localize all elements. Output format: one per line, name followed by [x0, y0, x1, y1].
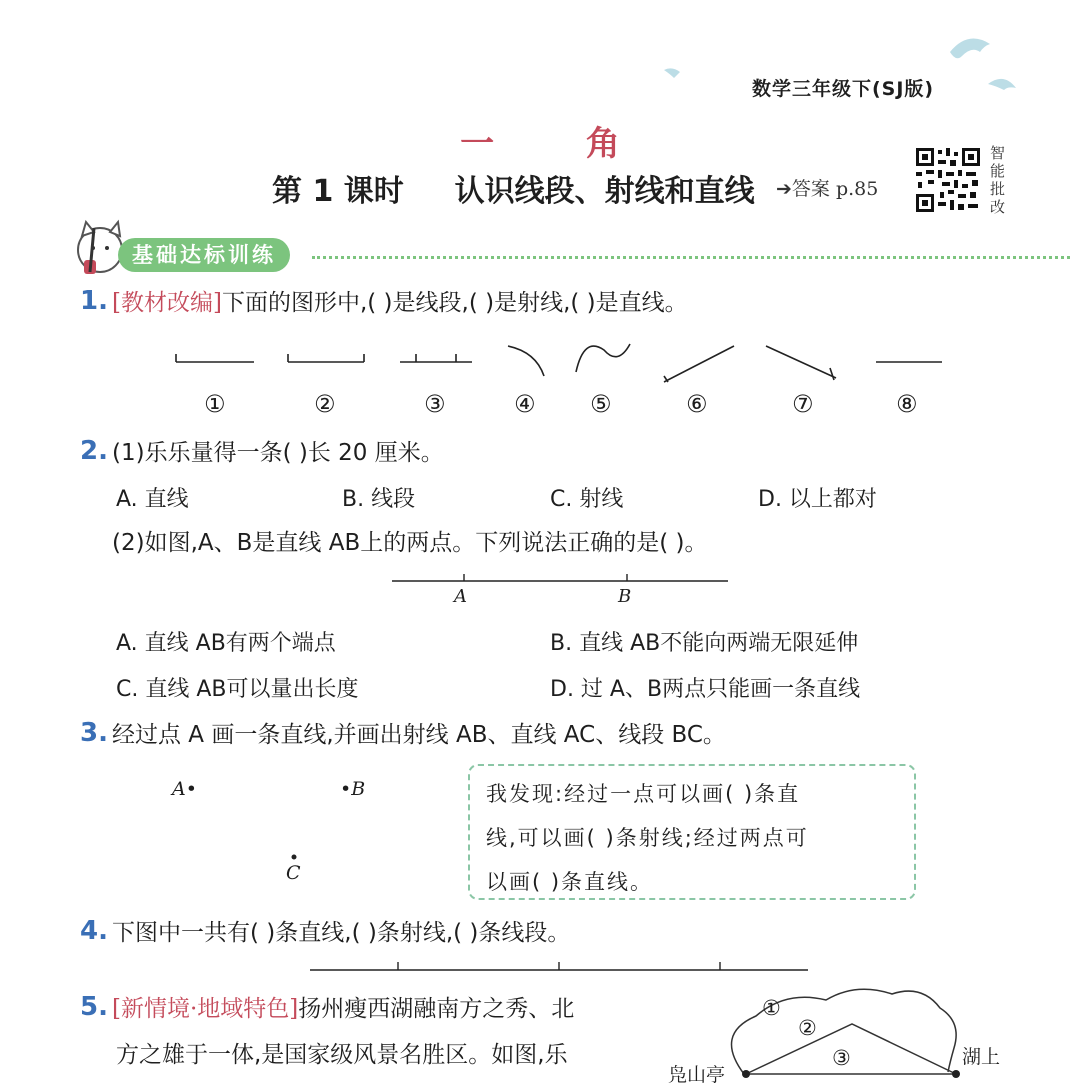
discovery-line: 我发现:经过一点可以画( )条直 — [486, 782, 801, 806]
question-number: 2. — [80, 436, 108, 466]
answer-option[interactable]: A. 直线 — [116, 487, 189, 512]
question-4-text: 下图中一共有( )条直线,( )条射线,( )条线段。 — [112, 920, 571, 946]
route-label: ③ — [832, 1046, 851, 1070]
question-3-text: 经过点 A 画一条直线,并画出射线 AB、直线 AC、线段 BC。 — [112, 722, 726, 748]
answer-option[interactable]: B. 直线 AB不能向两端无限延伸 — [550, 631, 859, 656]
question-2-part-2: (2)如图,A、B是直线 AB上的两点。下列说法正确的是( )。 — [112, 530, 708, 556]
figure-label: ③ — [424, 390, 446, 418]
answer-reference: ➔答案 p.85 — [776, 178, 879, 200]
smart-grading-char: 能 — [990, 162, 1006, 180]
question-number: 4. — [80, 916, 108, 946]
figure-label: ⑥ — [686, 390, 708, 418]
discovery-line: 以画( )条直线。 — [486, 870, 654, 894]
section-banner: 基础达标训练 — [118, 238, 290, 272]
figure-label: ⑤ — [590, 390, 612, 418]
figure-label: ① — [204, 390, 226, 418]
route-label: ② — [798, 1016, 817, 1040]
figure-label: ⑦ — [792, 390, 814, 418]
question-tag: [教材改编] — [112, 290, 222, 316]
answer-option[interactable]: D. 过 A、B两点只能画一条直线 — [550, 677, 861, 702]
question-number: 5. — [80, 992, 108, 1022]
answer-option[interactable]: B. 线段 — [342, 487, 416, 512]
answer-option[interactable]: D. 以上都对 — [758, 487, 877, 512]
point-c-label: C — [286, 862, 301, 884]
unit-title: 一 角 — [460, 124, 660, 164]
point-b-label: •B — [340, 778, 366, 800]
route-label: ① — [762, 996, 781, 1020]
lesson-number: 第 1 课时 — [272, 174, 404, 209]
question-number: 3. — [80, 718, 108, 748]
smart-grading-char: 智 — [990, 144, 1006, 162]
answer-option[interactable]: A. 直线 AB有两个端点 — [116, 631, 336, 656]
place-label-left: 凫山亭 — [668, 1064, 726, 1086]
point-a-label: A — [454, 586, 467, 607]
question-2-part-1: (1)乐乐量得一条( )长 20 厘米。 — [112, 440, 444, 466]
question-tag: [新情境·地域特色] — [112, 996, 299, 1022]
point-b-label: B — [618, 586, 632, 607]
answer-option[interactable]: C. 射线 — [550, 487, 624, 512]
question-stem: 下面的图形中,( )是线段,( )是射线,( )是直线。 — [221, 290, 688, 316]
discovery-line: 线,可以画( )条射线;经过两点可 — [486, 826, 809, 850]
lesson-topic: 认识线段、射线和直线 — [454, 174, 755, 209]
book-title: 数学三年级下(SJ版) — [752, 78, 935, 100]
smart-grading-char: 批 — [990, 180, 1006, 198]
point-a-label: A• — [172, 778, 197, 800]
figure-label: ④ — [514, 390, 536, 418]
question-number: 1. — [80, 286, 108, 316]
question-stem: 扬州瘦西湖融南方之秀、北 — [298, 996, 575, 1022]
answer-option[interactable]: C. 直线 AB可以量出长度 — [116, 677, 359, 702]
place-label-right: 湖上 — [962, 1046, 1001, 1068]
smart-grading-char: 改 — [990, 198, 1006, 216]
route-2-path — [746, 1024, 956, 1074]
question-5-line-2: 方之雄于一体,是国家级风景名胜区。如图,乐 — [116, 1042, 568, 1068]
figure-label: ⑧ — [896, 390, 918, 418]
figure-label: ② — [314, 390, 336, 418]
